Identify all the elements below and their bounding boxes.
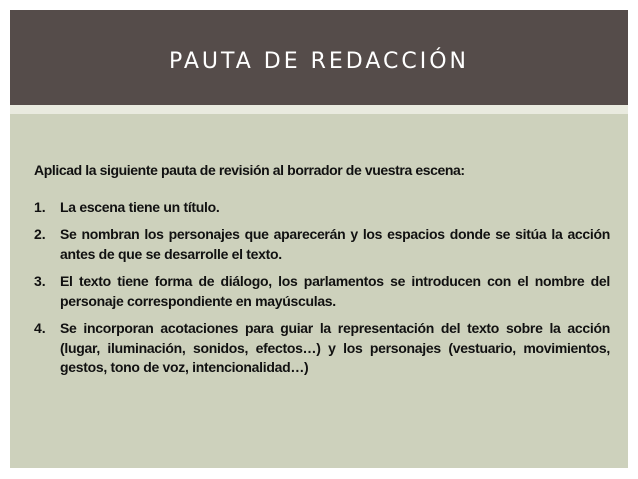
list-item bbox=[34, 319, 610, 378]
item-text: La escena tiene un título. bbox=[60, 198, 220, 215]
list-item bbox=[34, 272, 610, 311]
item-number: 4. bbox=[34, 320, 46, 336]
item-number: 2. bbox=[34, 226, 46, 242]
item-number: 3. bbox=[34, 273, 46, 289]
title-bar bbox=[10, 10, 628, 105]
item-text: Se nombran los personajes que aparecerán y los espacios donde se sitúa la acción antes de que se desarrolle el texto. bbox=[60, 226, 610, 262]
item-text: Se incorporan acotaciones para guiar la representación del texto sobre la acción (lugar, iluminación, sonidos, efectos…) y los personajes (vestuario, movimientos, gestos, tono de voz, intencionalidad…) bbox=[60, 320, 610, 375]
checklist bbox=[34, 198, 610, 378]
list-item bbox=[34, 225, 610, 264]
intro-text: Aplicad la siguiente pauta de revisión al borrador de vuestra escena: bbox=[34, 162, 465, 178]
list-item bbox=[34, 198, 610, 218]
content-panel bbox=[10, 114, 628, 468]
slide-title: PAUTA DE REDACCIÓN bbox=[168, 49, 469, 74]
item-number: 1. bbox=[34, 198, 46, 215]
item-text: El texto tiene forma de diálogo, los parlamentos se introducen con el nombre del personaje correspondiente en mayúsculas. bbox=[60, 273, 610, 309]
text-block bbox=[34, 161, 610, 386]
divider-band bbox=[10, 105, 628, 114]
